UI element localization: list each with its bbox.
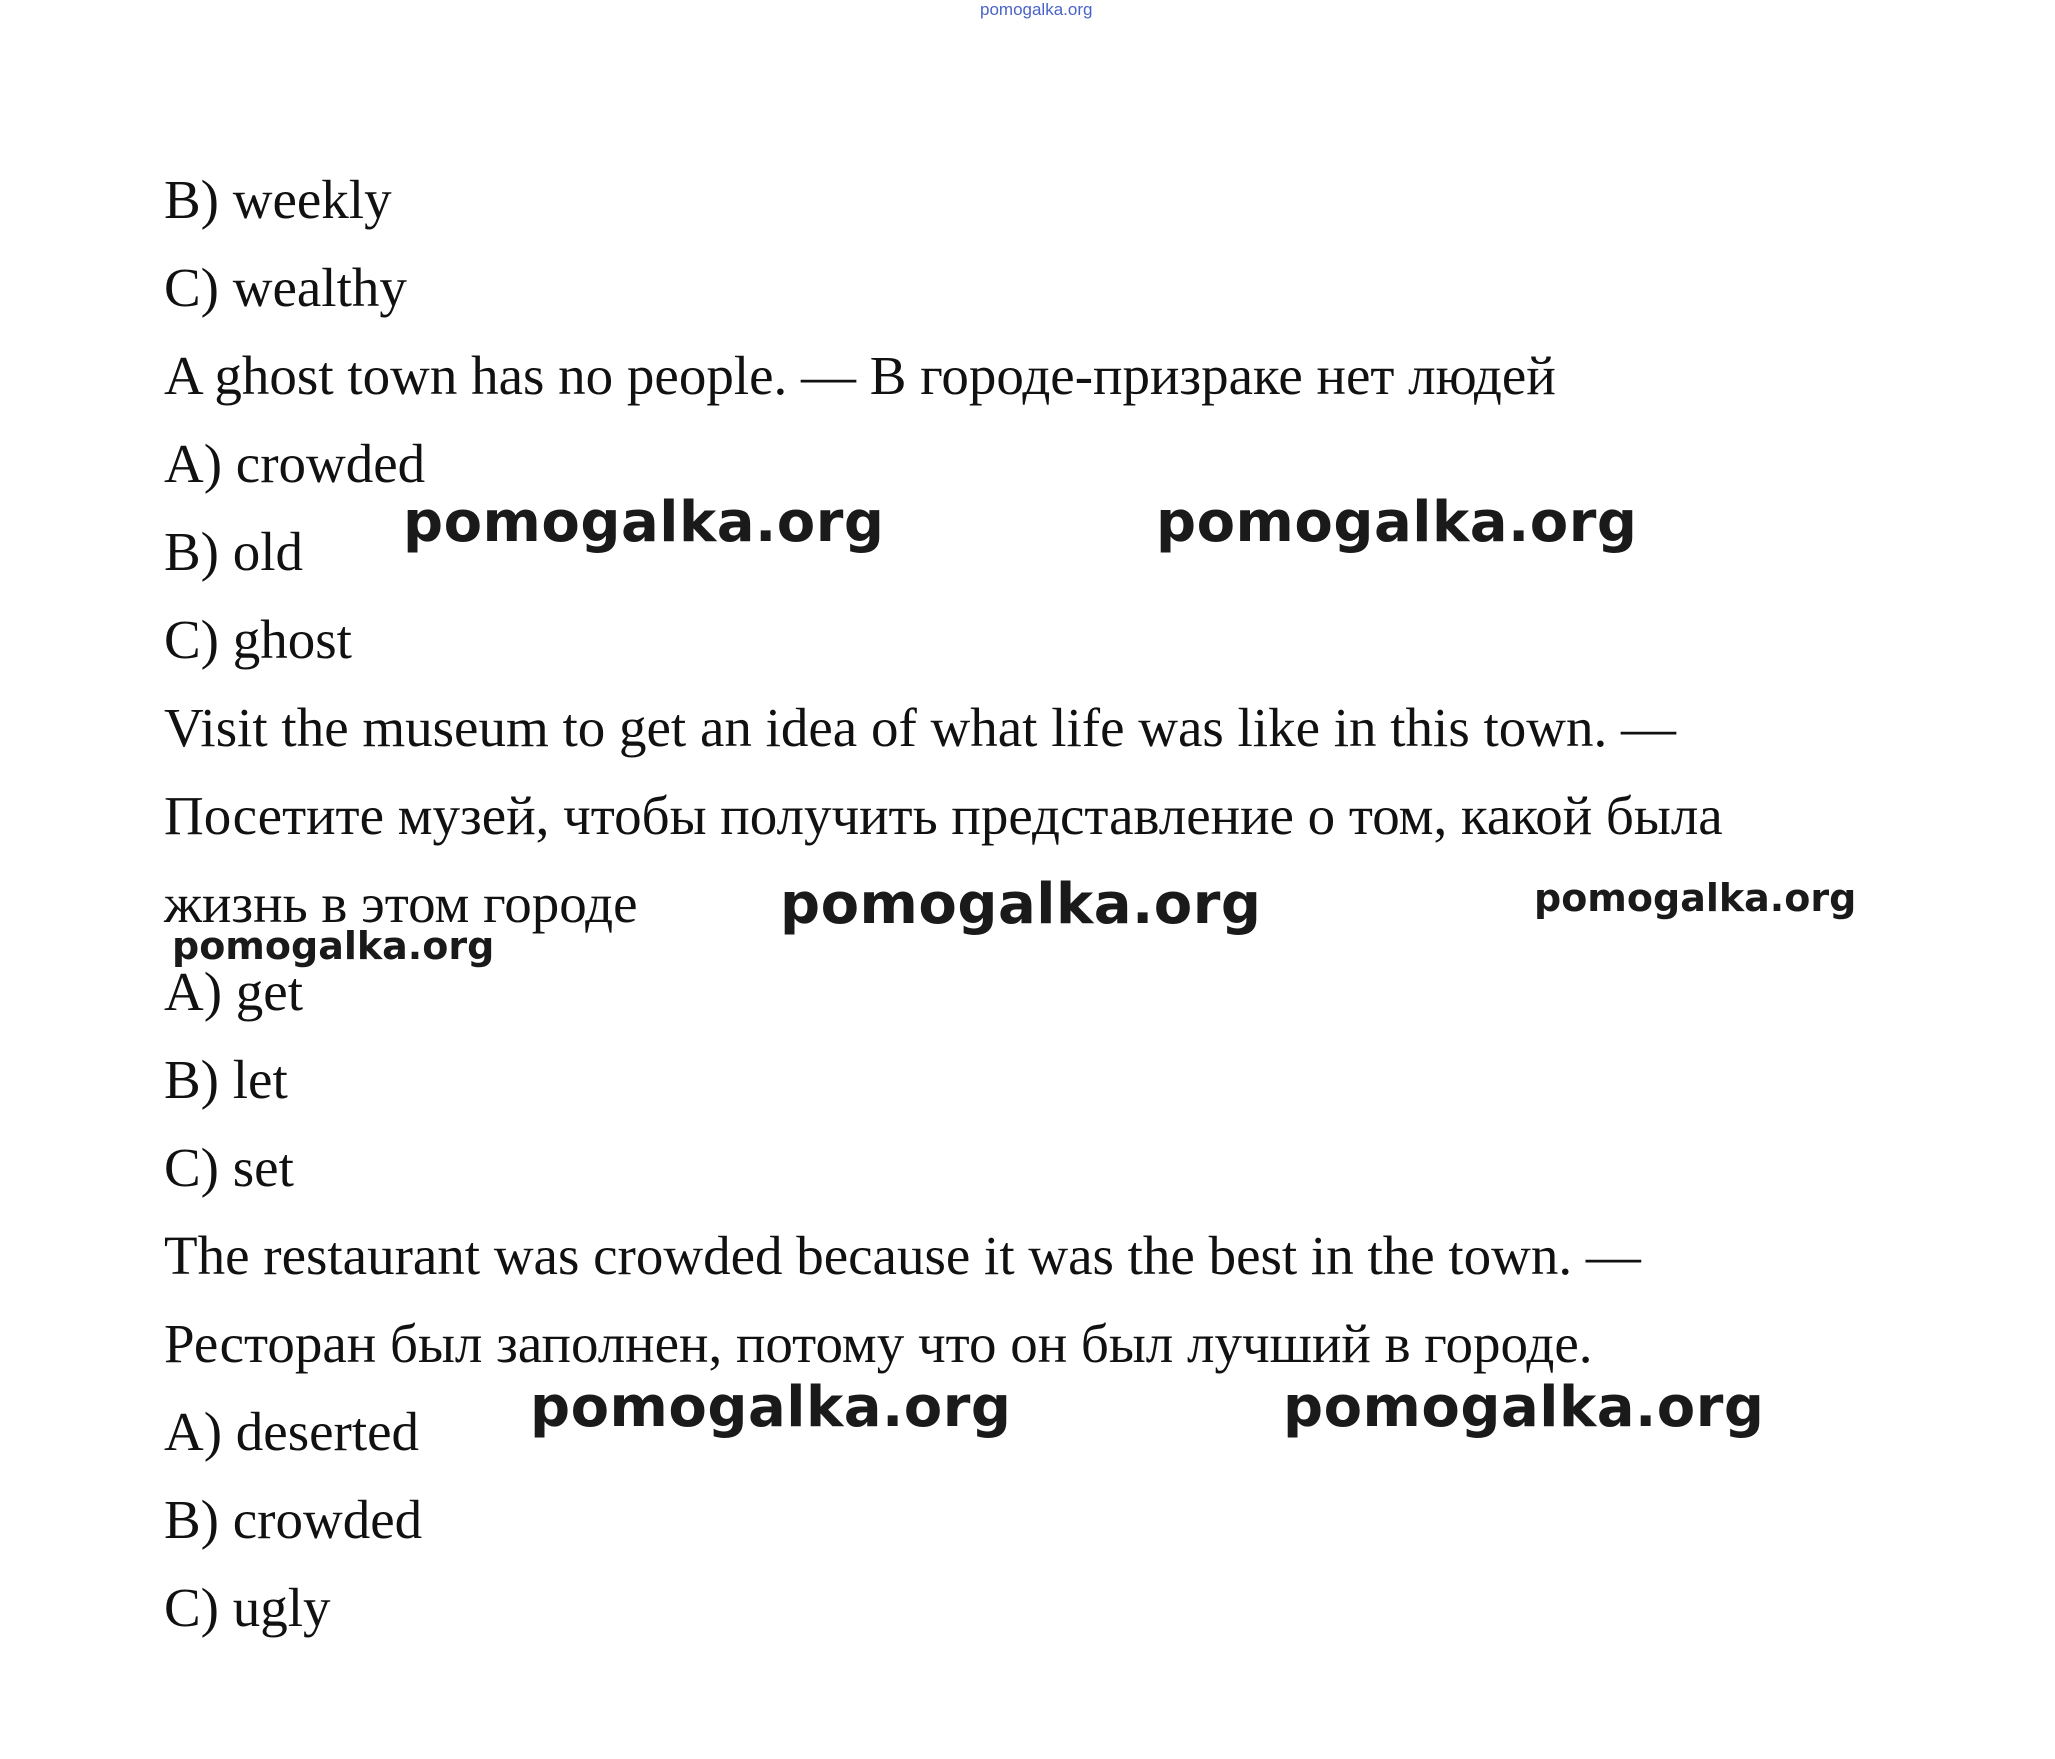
top-site-link[interactable]: pomogalka.org bbox=[980, 0, 1093, 19]
sentence-museum-ru-2: жизнь в этом городе bbox=[164, 873, 638, 934]
option-a-deserted: A) deserted bbox=[164, 1401, 420, 1462]
option-b-crowded: B) crowded bbox=[164, 1489, 423, 1550]
watermark: pomogalka.org bbox=[530, 1375, 1012, 1440]
option-b-let: B) let bbox=[164, 1049, 288, 1110]
watermark: pomogalka.org bbox=[1283, 1375, 1765, 1440]
sentence-ghost-town: A ghost town has no people. — В городе-призраке нет людей bbox=[164, 345, 1556, 406]
option-c-wealthy: C) wealthy bbox=[164, 257, 407, 318]
sentence-restaurant-ru: Ресторан был заполнен, потому что он был лучший в городе. bbox=[164, 1313, 1593, 1374]
sentence-museum-en: Visit the museum to get an idea of what life was like in this town. — bbox=[164, 697, 1676, 758]
watermark: pomogalka.org bbox=[1156, 490, 1638, 555]
watermark: pomogalka.org bbox=[403, 490, 885, 555]
option-c-ghost: C) ghost bbox=[164, 609, 352, 670]
watermark: pomogalka.org bbox=[780, 872, 1262, 937]
watermark: pomogalka.org bbox=[1534, 876, 1857, 920]
option-a-crowded: A) crowded bbox=[164, 433, 426, 494]
option-a-get: A) get bbox=[164, 961, 303, 1022]
watermark: pomogalka.org bbox=[172, 924, 495, 968]
sentence-restaurant-en: The restaurant was crowded because it was the best in the town. — bbox=[164, 1225, 1641, 1286]
option-c-ugly: C) ugly bbox=[164, 1577, 331, 1638]
sentence-museum-ru-1: Посетите музей, чтобы получить представление о том, какой была bbox=[164, 785, 1723, 846]
option-b-weekly: B) weekly bbox=[164, 169, 392, 230]
option-c-set: C) set bbox=[164, 1137, 294, 1198]
option-b-old: B) old bbox=[164, 521, 304, 582]
